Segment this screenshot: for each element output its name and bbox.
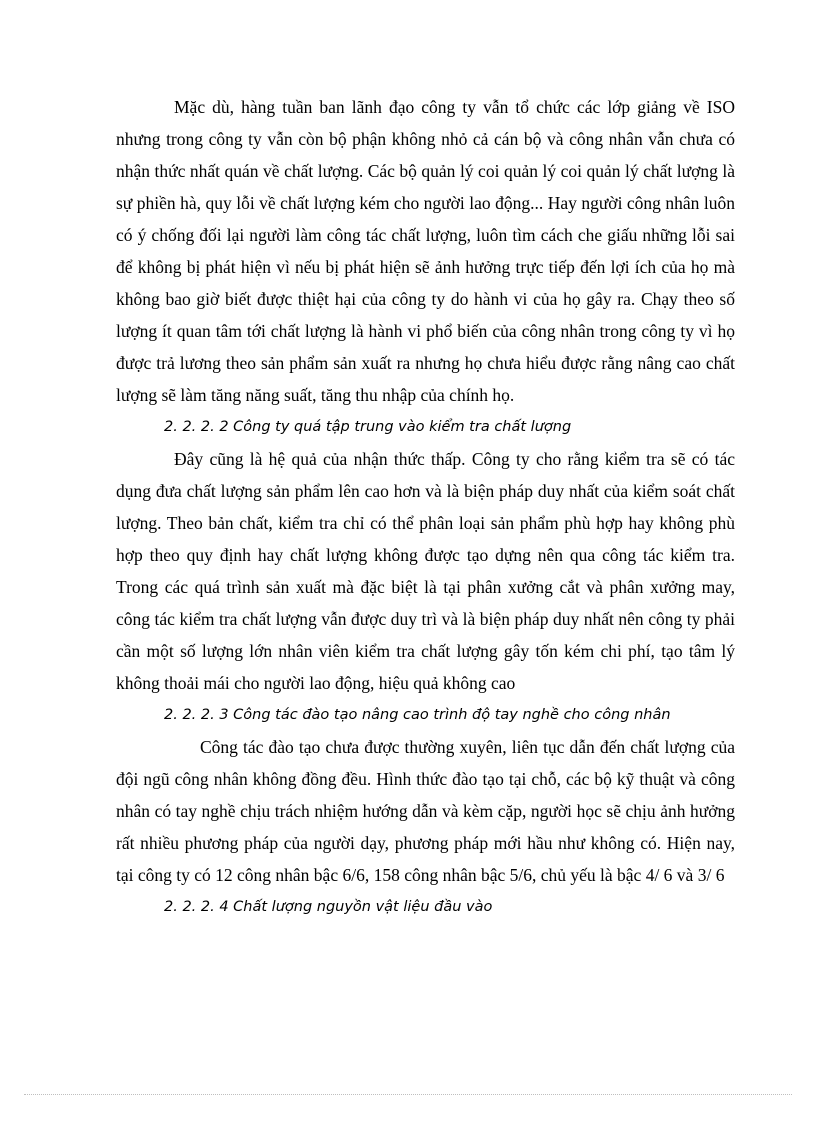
- document-page: [116, 91, 735, 923]
- section-heading-inspection: 2. 2. 2. 2 Công ty quá tập trung vào kiểm tra chất lượng: [164, 419, 572, 435]
- paragraph-awareness: Mặc dù, hàng tuần ban lãnh đạo công ty vẫn tổ chức các lớp giảng về ISO nhưng trong công ty vẫn còn bộ phận không nhỏ cả cán bộ và công nhân vẫn chưa có nhận thức nhất quán về chất lượng. Các bộ quản lý coi quản lý coi quản lý chất lượng là sự phiền hà, quy lỗi về chất lượng kém cho người lao động... Hay người công nhân luôn có ý chống đối lại người làm công tác chất lượng, luôn tìm cách che giấu những lỗi sai để không bị phát hiện vì nếu bị phát hiện sẽ ảnh hưởng trực tiếp đến lợi ích của họ mà không bao giờ biết được thiệt hại của công ty do hành vi của họ gây ra. Chạy theo số lượng ít quan tâm tới chất lượng là hành vi phổ biến của công nhân trong công ty vì họ được trả lương theo sản phẩm sản xuất ra nhưng họ chưa hiểu được rằng nâng cao chất lượng sẽ làm tăng năng suất, tăng thu nhập của chính họ.: [116, 97, 735, 405]
- section-heading-training: 2. 2. 2. 3 Công tác đào tạo nâng cao trình độ tay nghề cho công nhân: [164, 707, 671, 723]
- paragraph-inspection: Đây cũng là hệ quả của nhận thức thấp. Công ty cho rằng kiểm tra sẽ có tác dụng đưa chất lượng sản phẩm lên cao hơn và là biện pháp duy nhất của kiểm soát chất lượng. Theo bản chất, kiểm tra chỉ có thể phân loại sản phẩm phù hợp hay không phù hợp theo quy định hay chất lượng không được tạo dựng nên qua công tác kiểm tra. Trong các quá trình sản xuất mà đặc biệt là tại phân xưởng cắt và phân xưởng may, công tác kiểm tra chất lượng vẫn được duy trì và là biện pháp duy nhất nên công ty phải cần một số lượng lớn nhân viên kiểm tra chất lượng gây tốn kém chi phí, tạo tâm lý không thoải mái cho người lao động, hiệu quả không cao: [116, 449, 735, 693]
- page-bottom-divider: [24, 1094, 792, 1095]
- section-heading-materials: 2. 2. 2. 4 Chất lượng nguyồn vật liệu đầu vào: [164, 899, 493, 915]
- paragraph-training: Công tác đào tạo chưa được thường xuyên, liên tục dẫn đến chất lượng của đội ngũ công nhân không đồng đều. Hình thức đào tạo tại chỗ, các bộ kỹ thuật và công nhân có tay nghề chịu trách nhiệm hướng dẫn và kèm cặp, người học sẽ chịu ảnh hưởng rất nhiều phương pháp của người dạy, phương pháp mới hầu như không có. Hiện nay, tại công ty có 12 công nhân bậc 6/6, 158 công nhân bậc 5/6, chủ yếu là bậc 4/ 6 và 3/ 6: [116, 737, 735, 885]
